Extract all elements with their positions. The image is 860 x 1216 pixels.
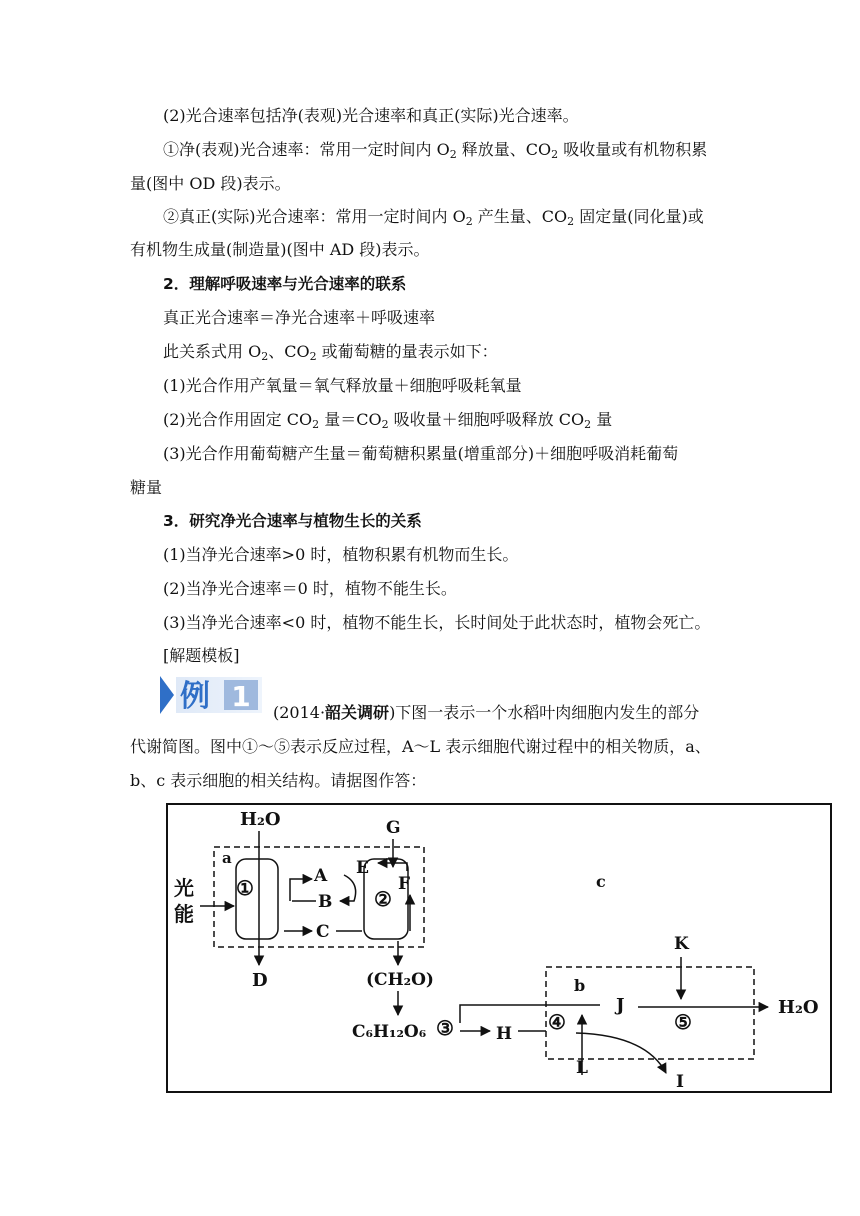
growth-item-2: (2)当净光合速率＝0 时，植物不能生长。 — [163, 579, 457, 598]
label-h2o-right: H₂O — [778, 997, 819, 1018]
label-reaction-4: ④ — [548, 1010, 566, 1034]
label-A: A — [314, 866, 328, 886]
label-J: J — [616, 995, 625, 1016]
label-K: K — [674, 934, 689, 954]
heading-3: 3．研究净光合速率与植物生长的关系 — [163, 512, 422, 530]
relation-item-3-line2: 糖量 — [130, 478, 163, 497]
label-C: C — [316, 922, 330, 942]
badge-label: 例 — [180, 679, 210, 714]
label-light-2: 能 — [174, 902, 194, 926]
para-net-rate-line2: 量(图中 OD 段)表示。 — [130, 174, 291, 193]
label-reaction-2: ② — [374, 887, 392, 911]
label-D: D — [252, 970, 268, 991]
para-true-rate-line2: 有机物生成量(制造量)(图中 AD 段)表示。 — [130, 240, 430, 259]
label-light-1: 光 — [174, 876, 194, 900]
relation-item-2: (2)光合作用固定 $CO_2$ 量$=CO_2$ 吸收量＋细胞呼吸释放 $CO_2$ 量 — [163, 410, 613, 431]
para-net-rate-line1: ①净(表观)光合速率：常用一定时间内 $O_2$ 释放量、$CO_2$ 吸收量或有机物积累 — [163, 140, 708, 161]
example-badge — [160, 676, 262, 714]
label-reaction-1: ① — [236, 876, 254, 900]
formula-line: 真正光合速率＝净光合速率＋呼吸速率 — [163, 308, 436, 327]
label-L: L — [576, 1058, 588, 1078]
label-G: G — [386, 818, 401, 838]
label-glucose: C₆H₁₂O₆ — [352, 1022, 427, 1042]
badge-arrow-icon — [160, 676, 174, 714]
label-F: F — [398, 874, 411, 894]
label-ch2o: (CH₂O) — [366, 970, 434, 990]
label-a: a — [222, 849, 232, 867]
heading-2: 2．理解呼吸速率与光合速率的联系 — [163, 275, 407, 293]
badge-number: 1 — [231, 680, 251, 713]
example-text-line1: (2014·韶关调研)下图一表示一个水稻叶肉细胞内发生的部分 — [273, 703, 700, 722]
growth-item-1: (1)当净光合速率>0 时，植物积累有机物而生长。 — [163, 545, 519, 564]
metabolism-diagram — [166, 803, 832, 1093]
para-intro: (2)光合速率包括净(表观)光合速率和真正(实际)光合速率。 — [163, 106, 579, 125]
example-text-line3: b、c 表示细胞的相关结构。请据图作答： — [130, 771, 427, 790]
template-heading: [解题模板] — [163, 646, 240, 665]
label-E: E — [356, 858, 369, 878]
label-I: I — [676, 1072, 684, 1092]
label-reaction-3: ③ — [436, 1016, 454, 1040]
relation-item-3-line1: (3)光合作用葡萄糖产生量＝葡萄糖积累量(增重部分)＋细胞呼吸消耗葡萄 — [163, 444, 679, 463]
label-c: c — [596, 872, 606, 891]
label-h2o-top: H₂O — [240, 809, 281, 830]
growth-item-3: (3)当净光合速率<0 时，植物不能生长，长时间处于此状态时，植物会死亡。 — [163, 613, 711, 632]
label-b: b — [574, 976, 586, 995]
relation-line: 此关系式用 $O_2$、$CO_2$ 或葡萄糖的量表示如下： — [163, 342, 498, 363]
para-true-rate-line1: ②真正(实际)光合速率：常用一定时间内 $O_2$ 产生量、$CO_2$ 固定量(同化量)或 — [163, 207, 704, 228]
example-text-line2: 代谢简图。图中①～⑤表示反应过程，A～L 表示细胞代谢过程中的相关物质，a、 — [130, 737, 711, 756]
label-B: B — [318, 892, 333, 912]
label-reaction-5: ⑤ — [674, 1010, 692, 1034]
label-H: H — [496, 1024, 513, 1044]
relation-item-1: (1)光合作用产氧量＝氧气释放量＋细胞呼吸耗氧量 — [163, 376, 522, 395]
